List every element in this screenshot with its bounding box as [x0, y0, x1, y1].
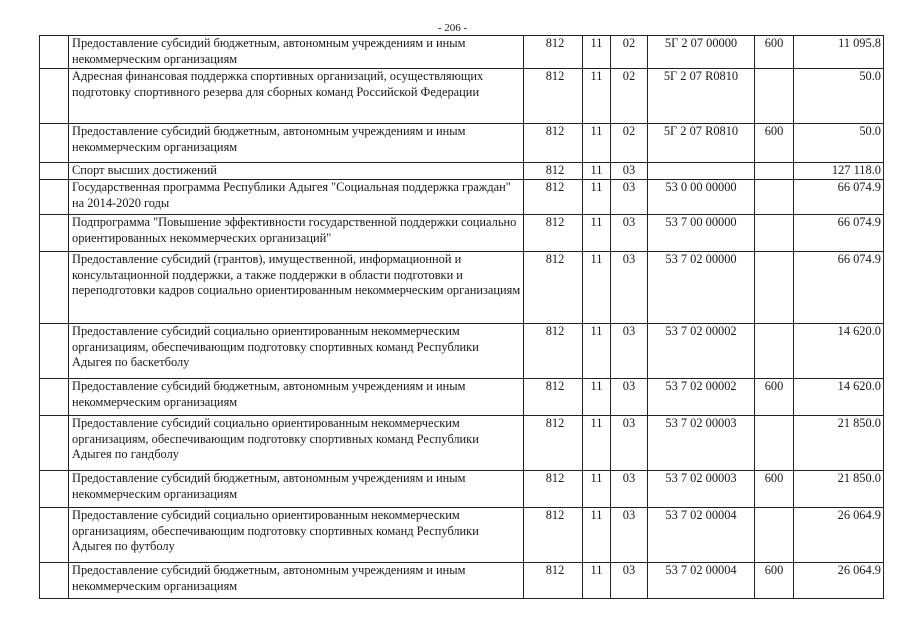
blank-cell	[40, 323, 69, 378]
target-article-code: 53 7 02 00002	[648, 378, 755, 415]
amount: 26 064.9	[794, 562, 884, 598]
expense-type-code: 600	[755, 124, 794, 163]
blank-cell	[40, 69, 69, 124]
row-name: Предоставление субсидий (грантов), имущественной, информационной и консультационной поддержки, а также поддержки в области подготовки и переподготовки кадров социально ориентированным некоммерческим организациям	[69, 251, 524, 323]
expense-type-code: 600	[755, 36, 794, 69]
amount: 127 118.0	[794, 163, 884, 180]
amount: 66 074.9	[794, 251, 884, 323]
amount: 26 064.9	[794, 507, 884, 562]
section-code: 11	[583, 36, 611, 69]
table-row	[40, 562, 884, 598]
amount: 21 850.0	[794, 470, 884, 507]
subsection-code: 03	[611, 470, 648, 507]
ministry-code: 812	[524, 251, 583, 323]
subsection-code: 03	[611, 214, 648, 251]
ministry-code: 812	[524, 562, 583, 598]
blank-cell	[40, 124, 69, 163]
expense-type-code	[755, 163, 794, 180]
section-code: 11	[583, 163, 611, 180]
subsection-code: 03	[611, 163, 648, 180]
budget-table	[39, 35, 884, 599]
target-article-code: 53 0 00 00000	[648, 179, 755, 214]
subsection-code: 03	[611, 251, 648, 323]
table-row	[40, 507, 884, 562]
expense-type-code: 600	[755, 378, 794, 415]
ministry-code: 812	[524, 470, 583, 507]
table-row	[40, 470, 884, 507]
amount: 66 074.9	[794, 214, 884, 251]
target-article-code: 53 7 02 00003	[648, 415, 755, 470]
target-article-code: 53 7 02 00003	[648, 470, 755, 507]
table-row	[40, 415, 884, 470]
subsection-code: 03	[611, 507, 648, 562]
blank-cell	[40, 470, 69, 507]
ministry-code: 812	[524, 378, 583, 415]
amount: 50.0	[794, 124, 884, 163]
subsection-code: 03	[611, 415, 648, 470]
table-row	[40, 251, 884, 323]
expense-type-code	[755, 251, 794, 323]
ministry-code: 812	[524, 507, 583, 562]
section-code: 11	[583, 415, 611, 470]
section-code: 11	[583, 124, 611, 163]
ministry-code: 812	[524, 163, 583, 180]
blank-cell	[40, 507, 69, 562]
row-name: Спорт высших достижений	[69, 163, 524, 180]
blank-cell	[40, 251, 69, 323]
expense-type-code	[755, 415, 794, 470]
expense-type-code	[755, 179, 794, 214]
amount: 14 620.0	[794, 323, 884, 378]
target-article-code: 53 7 02 00004	[648, 507, 755, 562]
section-code: 11	[583, 507, 611, 562]
expense-type-code	[755, 507, 794, 562]
table-row	[40, 163, 884, 180]
amount: 21 850.0	[794, 415, 884, 470]
expense-type-code: 600	[755, 562, 794, 598]
section-code: 11	[583, 562, 611, 598]
subsection-code: 02	[611, 124, 648, 163]
blank-cell	[40, 163, 69, 180]
subsection-code: 03	[611, 378, 648, 415]
target-article-code	[648, 163, 755, 180]
amount: 14 620.0	[794, 378, 884, 415]
expense-type-code	[755, 69, 794, 124]
table-row	[40, 124, 884, 163]
target-article-code: 5Г 2 07 R0810	[648, 124, 755, 163]
subsection-code: 02	[611, 36, 648, 69]
target-article-code: 53 7 02 00000	[648, 251, 755, 323]
section-code: 11	[583, 69, 611, 124]
ministry-code: 812	[524, 179, 583, 214]
table-row	[40, 36, 884, 69]
section-code: 11	[583, 214, 611, 251]
row-name: Предоставление субсидий бюджетным, автономным учреждениям и иным некоммерческим организациям	[69, 124, 524, 163]
subsection-code: 02	[611, 69, 648, 124]
amount: 50.0	[794, 69, 884, 124]
subsection-code: 03	[611, 179, 648, 214]
ministry-code: 812	[524, 323, 583, 378]
expense-type-code	[755, 214, 794, 251]
table-row	[40, 214, 884, 251]
row-name: Адресная финансовая поддержка спортивных организаций, осуществляющих подготовку спортивного резерва для сборных команд Российской Федерации	[69, 69, 524, 124]
row-name: Предоставление субсидий бюджетным, автономным учреждениям и иным некоммерческим организациям	[69, 470, 524, 507]
ministry-code: 812	[524, 36, 583, 69]
ministry-code: 812	[524, 214, 583, 251]
row-name: Государственная программа Республики Адыгея "Социальная поддержка граждан" на 2014-2020 годы	[69, 179, 524, 214]
section-code: 11	[583, 179, 611, 214]
section-code: 11	[583, 378, 611, 415]
page-number: - 206 -	[437, 22, 468, 34]
subsection-code: 03	[611, 323, 648, 378]
amount: 66 074.9	[794, 179, 884, 214]
blank-cell	[40, 378, 69, 415]
target-article-code: 5Г 2 07 00000	[648, 36, 755, 69]
row-name: Предоставление субсидий бюджетным, автономным учреждениям и иным некоммерческим организациям	[69, 378, 524, 415]
target-article-code: 53 7 02 00002	[648, 323, 755, 378]
expense-type-code	[755, 323, 794, 378]
row-name: Предоставление субсидий бюджетным, автономным учреждениям и иным некоммерческим организациям	[69, 36, 524, 69]
blank-cell	[40, 562, 69, 598]
table-row	[40, 323, 884, 378]
target-article-code: 53 7 02 00004	[648, 562, 755, 598]
row-name: Предоставление субсидий социально ориентированным некоммерческим организациям, обеспечивающим подготовку спортивных команд Республики Адыгея по футболу	[69, 507, 524, 562]
table-row	[40, 179, 884, 214]
blank-cell	[40, 179, 69, 214]
blank-cell	[40, 36, 69, 69]
subsection-code: 03	[611, 562, 648, 598]
row-name: Предоставление субсидий социально ориентированным некоммерческим организациям, обеспечивающим подготовку спортивных команд Республики Адыгея по баскетболу	[69, 323, 524, 378]
blank-cell	[40, 415, 69, 470]
amount: 11 095.8	[794, 36, 884, 69]
target-article-code: 53 7 00 00000	[648, 214, 755, 251]
blank-cell	[40, 214, 69, 251]
expense-type-code: 600	[755, 470, 794, 507]
target-article-code: 5Г 2 07 R0810	[648, 69, 755, 124]
row-name: Предоставление субсидий социально ориентированным некоммерческим организациям, обеспечивающим подготовку спортивных команд Республики Адыгея по гандболу	[69, 415, 524, 470]
section-code: 11	[583, 470, 611, 507]
section-code: 11	[583, 251, 611, 323]
table-row	[40, 69, 884, 124]
section-code: 11	[583, 323, 611, 378]
ministry-code: 812	[524, 69, 583, 124]
row-name: Подпрограмма "Повышение эффективности государственной поддержки социально ориентированных некоммерческих организаций"	[69, 214, 524, 251]
ministry-code: 812	[524, 415, 583, 470]
table-row	[40, 378, 884, 415]
row-name: Предоставление субсидий бюджетным, автономным учреждениям и иным некоммерческим организациям	[69, 562, 524, 598]
ministry-code: 812	[524, 124, 583, 163]
